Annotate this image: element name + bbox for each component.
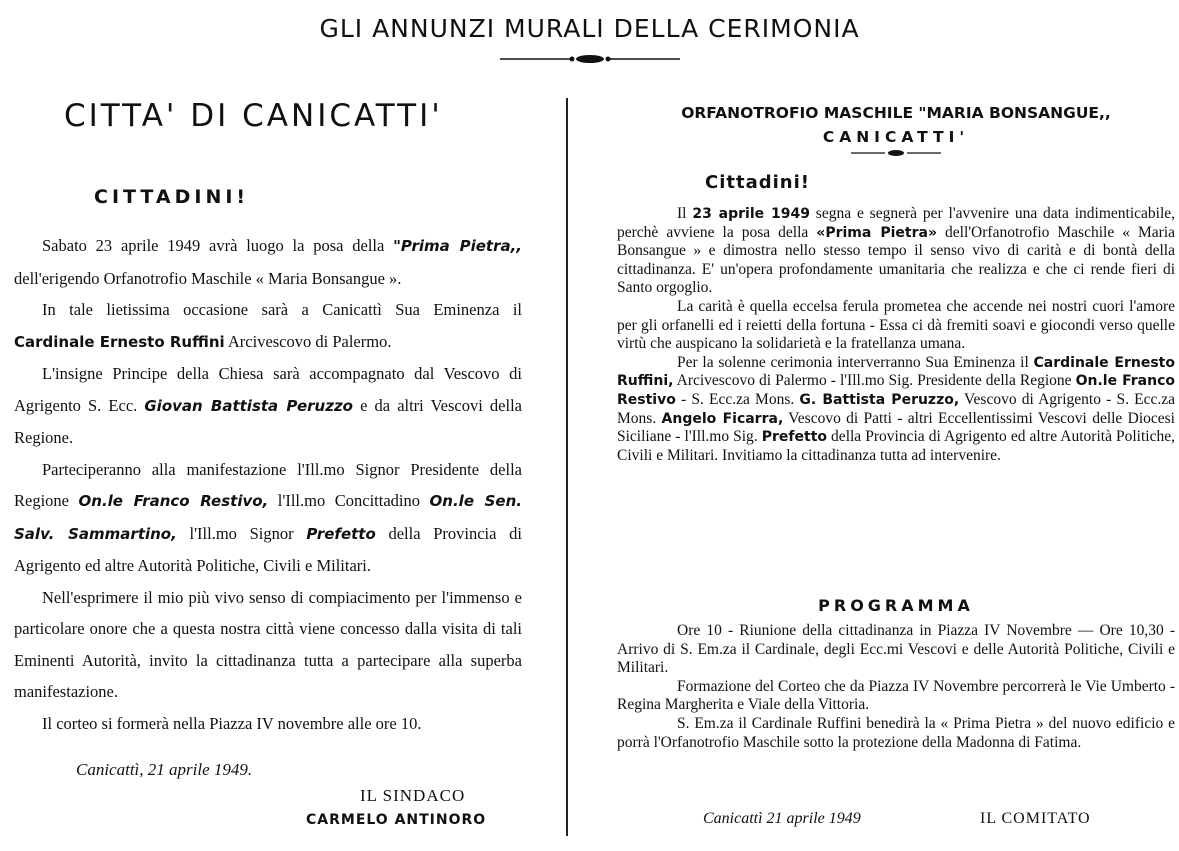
page-title: GLI ANNUNZI MURALI DELLA CERIMONIA (319, 14, 860, 43)
org-name: ORFANOTROFIO MASCHILE "MARIA BONSANGUE,, (681, 104, 1111, 122)
program-item-2: Formazione del Corteo che da Piazza IV Novembre percorrerà le Vie Umberto - Regina Margherita e Viale della Vittoria. (617, 677, 1175, 714)
right-date: Canicattì 21 aprile 1949 (703, 810, 861, 827)
right-paragraph-1: Il 23 aprile 1949 segna e segnerà per l'avvenire una data indimenticabile, perchè avviene la posa della «Prima Pietra» dell'Orfanotrofio Maschile « Maria Bonsangue » e dimostra nello stesso tempo il senso vivo di carità e di bontà della cittadinanza. E' un'opera profondamente umanitaria che realizza e che ci rende fieri di Santo orgoglio. (617, 205, 1176, 297)
title-ornament (500, 52, 680, 66)
left-office: IL SINDACO (360, 786, 466, 805)
left-paragraph-5: Nell'esprimere il mio più vivo senso di compiacimento per l'immenso e particolare onore che a questa nostra città viene concesso dalla visita di tali Eminenti Autorità, invito la cittadinanza tutta a partecipare alla superba manifestazione. (14, 587, 522, 701)
left-paragraph-6: Il corteo si formerà nella Piazza IV novembre alle ore 10. (42, 713, 422, 733)
program-heading: PROGRAMMA (818, 596, 974, 615)
left-paragraph-2: In tale lietissima occasione sarà a Canicattì Sua Eminenza il Cardinale Ernesto Ruffini Arcivescovo di Palermo. (14, 300, 522, 351)
org-city: CANICATTI' (822, 128, 970, 146)
right-paragraph-3: Per la solenne cerimonia interverranno Sua Eminenza il Cardinale Ernesto Ruffini, Arcivescovo di Palermo - l'Ill.mo Sig. Presidente della Regione On.le Franco Restivo - S. Ecc.za Mons. G. Battista Peruzzo, Vescovo di Agrigento - S. Ecc.za Mons. Angelo Ficarra, Vescovo di Patti - altri Eccellentissimi Vescovi delle Diocesi Siciliane - l'Ill.mo Sig. Prefetto della Provincia di Agrigento ed altre Autorità Politiche, Civili e Militari. Invitiamo la cittadinanza tutta ad intervenire. (617, 353, 1175, 464)
program-item-1: Ore 10 - Riunione della cittadinanza in Piazza IV Novembre — Ore 10,30 - Arrivo di S. Em.za il Cardinale, degli Ecc.mi Vescovi e delle Autorità Politiche, Civili e Militari. (617, 622, 1175, 677)
right-body (617, 205, 1175, 465)
left-signatory: CARMELO ANTINORO (306, 812, 487, 828)
left-paragraph-4: Parteciperanno alla manifestazione l'Ill.mo Signor Presidente della Regione On.le Franco Restivo, l'Ill.mo Concittadino On.le Sen. Salv. Sammartino, l'Ill.mo Signor Prefetto della Provincia di Agrigento ed altre Autorità Politiche, Civili e Militari. (14, 459, 522, 575)
city-title: CITTA' DI CANICATTI' (64, 98, 443, 134)
left-body (14, 230, 522, 739)
left-date: Canicattì, 21 aprile 1949. (76, 760, 253, 779)
right-signature: IL COMITATO (980, 810, 1091, 827)
right-heading: Cittadini! (705, 172, 810, 193)
column-divider (566, 98, 568, 836)
left-paragraph-3: L'insigne Principe della Chiesa sarà accompagnato dal Vescovo di Agrigento S. Ecc. Giovan Battista Peruzzo e da altri Vescovi della Regione. (14, 364, 522, 447)
right-paragraph-2: La carità è quella eccelsa ferula prometea che accende nei nostri cuori l'amore per gli orfanelli ed i reietti della fortuna - Essa ci dà fremiti soavi e giocondi verso quelle virtù che auspicano la solidarietà e la fratellanza umana. (617, 297, 1175, 353)
right-ornament (851, 148, 941, 158)
program-body (617, 622, 1175, 752)
left-heading: CITTADINI! (94, 186, 250, 208)
left-paragraph-1: Sabato 23 aprile 1949 avrà luogo la posa della "Prima Pietra,, dell'erigendo Orfanotrofio Maschile « Maria Bonsangue ». (14, 236, 522, 288)
program-item-3: S. Em.za il Cardinale Ruffini benedirà la « Prima Pietra » del nuovo edificio e porrà l'Orfanotrofio Maschile sotto la protezione della Madonna di Fatima. (617, 714, 1175, 751)
